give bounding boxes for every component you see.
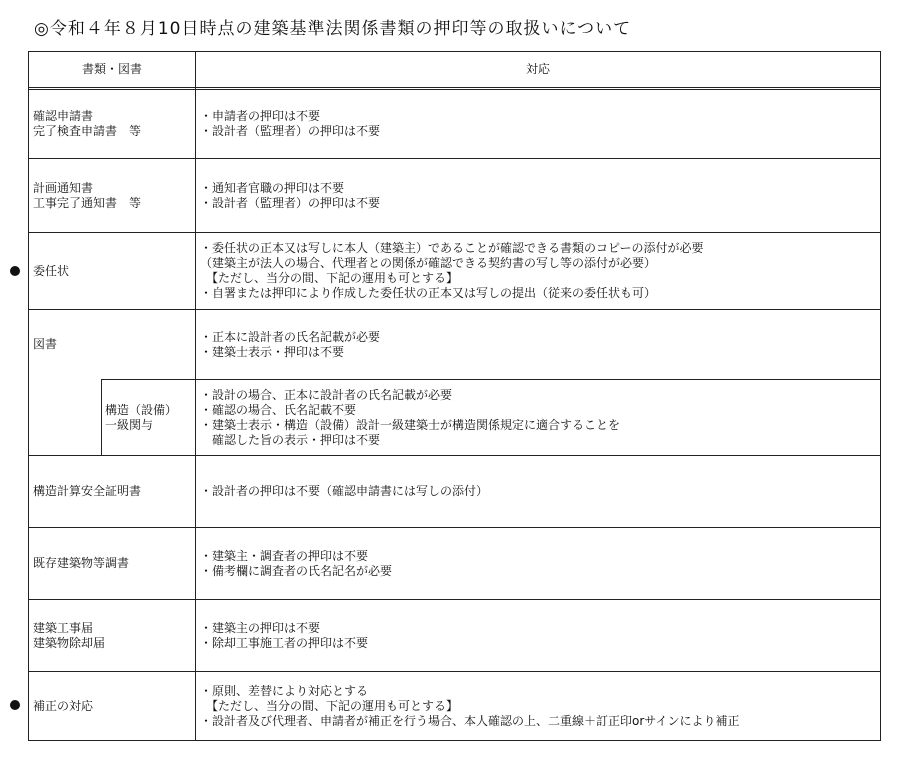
table-row-content: ・通知者官職の押印は不要 ・設計者（監理者）の押印は不要 <box>200 180 381 210</box>
table-row-content: ・申請者の押印は不要 ・設計者（監理者）の押印は不要 <box>200 109 381 138</box>
table-row-content: ・建築主の押印は不要 ・除却工事施工者の押印は不要 <box>200 620 369 650</box>
marker-bullet-icon <box>10 700 20 710</box>
table-row-label: 補正の対応 <box>33 698 94 713</box>
page-title: ◎令和４年８月10日時点の建築基準法関係書類の押印等の取扱いについて <box>34 19 632 39</box>
table-row-content: ・委任状の正本又は写しに本人（建築主）であることが確認できる書類のコピーの添付が必要 （建築主が法人の場合、代理者との関係が確認できる契約書の写し等の添付が必要） 【ただし、当分の間、下記の運用も可とする】 ・自署または押印により作成した委任状の正本又は写しの提出（従来の委任状も可） <box>200 241 704 300</box>
table-row-label: 構造計算安全証明書 <box>33 484 142 498</box>
table-row-label: 確認申請書 完了検査申請書 等 <box>33 109 142 138</box>
column-header-documents: 書類・図書 <box>81 62 142 76</box>
table-row-content: ・設計者の押印は不要（確認申請書には写しの添付） <box>200 484 489 498</box>
table-row-content: ・正本に設計者の氏名記載が必要 ・建築士表示・押印は不要 <box>200 329 381 359</box>
table-row-label: 計画通知書 工事完了通知書 等 <box>33 180 142 210</box>
table-row-label: 委任状 <box>33 263 70 278</box>
marker-bullet-icon <box>10 266 20 276</box>
table-row-label: 図書 <box>33 337 58 351</box>
table-row-content: ・原則、差替により対応とする 【ただし、当分の間、下記の運用も可とする】 ・設計者及び代理者、申請者が補正を行う場合、本人確認の上、二重線＋訂正印orサインにより補正 <box>200 683 740 728</box>
table-row-content: ・設計の場合、正本に設計者の氏名記載が必要 ・確認の場合、氏名記載不要 ・建築士表示・構造（設備）設計一級建築士が構造関係規定に適合することを 確認した旨の表示・押印は不要 <box>200 387 621 447</box>
table-row-label: 既存建築物等調書 <box>33 556 130 570</box>
table-row-content: ・建築主・調査者の押印は不要 ・備考欄に調査者の氏名記名が必要 <box>200 548 393 578</box>
table-row-label: 建築工事届 建築物除却届 <box>33 620 106 650</box>
table-row-label: 構造（設備） 一級関与 <box>105 402 178 432</box>
column-header-response: 対応 <box>525 62 550 76</box>
document-table <box>28 51 881 741</box>
